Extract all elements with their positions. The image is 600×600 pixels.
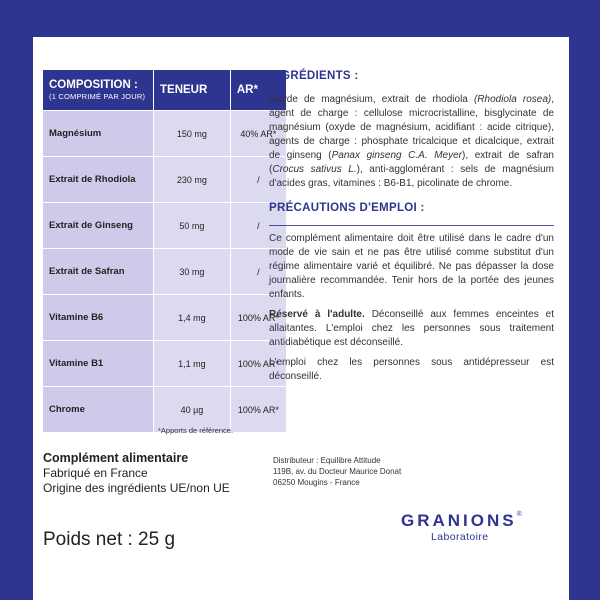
nutrient-amount: 1,1 mg (154, 341, 231, 387)
ingredients-text (269, 93, 554, 191)
net-weight: Poids net : 25 g (43, 529, 176, 550)
composition-header (43, 70, 154, 111)
nutrient-name: Vitamine B1 (43, 341, 154, 387)
distributor-info (273, 455, 401, 488)
ingredients-origin: Origine des ingrédients UE/non UE (43, 481, 230, 495)
granions-logo (401, 511, 522, 543)
precautions-text: Déconseillé aux femmes enceintes et allaitantes. L'emploi chez les personnes sous traitement antidiabétique est déconseillé. (269, 309, 555, 348)
nutrient-amount: 30 mg (154, 249, 231, 295)
ingredients-title: INGRÉDIENTS : (269, 70, 359, 82)
distributor-line: Distributeur : Equilibre Attitude (273, 456, 381, 465)
distributor-line: 06250 Mougins - France (273, 478, 360, 487)
table-row (43, 111, 287, 157)
ingredients-part: , agent de charge : cellulose microcristalline, bisglycinate de magnésium (oxyde de magnésium, acidifiant : acide citrique), agents de charge : phosphate tricalcique et dicalcique, extrait de ginseng ( (269, 94, 554, 161)
made-in: Fabriqué en France (43, 466, 148, 480)
table-row (43, 295, 287, 341)
ingredients-part: ), extrait de safran ( (269, 150, 554, 175)
nutrient-name: Vitamine B6 (43, 295, 154, 341)
precautions-paragraph (269, 308, 554, 350)
nutrient-name: Extrait de Rhodiola (43, 157, 154, 203)
precautions-paragraph: L'emploi chez les personnes sous antidépresseur est déconseillé. (269, 357, 554, 382)
nutrient-ar: 100% AR* (230, 341, 286, 387)
table-row (43, 341, 287, 387)
ingredients-part: Oxyde de magnésium, extrait de rhodiola (269, 94, 474, 105)
teneur-header: TENEUR (154, 70, 231, 111)
nutrient-ar: 40% AR* (230, 111, 286, 157)
registered-mark: ® (516, 511, 522, 518)
nutrient-amount: 40 µg (154, 387, 231, 433)
nutrient-ar: 100% AR* (230, 295, 286, 341)
table-row (43, 157, 287, 203)
right-column (269, 69, 554, 390)
nutrient-name: Magnésium (43, 111, 154, 157)
product-type: Complément alimentaire (43, 451, 189, 465)
nutrient-amount: 50 mg (154, 203, 231, 249)
nutrient-ar: / (230, 249, 286, 295)
label-panel (33, 37, 569, 600)
table-row (43, 249, 287, 295)
nutrient-ar: 100% AR* (230, 387, 286, 433)
nutrient-name: Extrait de Ginseng (43, 203, 154, 249)
nutrient-ar: / (230, 203, 286, 249)
nutrient-name: Extrait de Safran (43, 249, 154, 295)
ingredients-latin-name: Panax ginseng C.A. Meyer (331, 150, 462, 161)
composition-subtitle: (1 COMPRIMÉ PAR JOUR) (49, 92, 146, 101)
nutrient-amount: 150 mg (154, 111, 231, 157)
adult-only-label: Réservé à l'adulte. (269, 309, 365, 320)
precautions-divider (269, 225, 554, 226)
table-row (43, 203, 287, 249)
nutrient-ar: / (230, 157, 286, 203)
ingredients-latin-name: Crocus sativus L. (272, 164, 357, 175)
distributor-line: 119B, av. du Docteur Maurice Donat (273, 467, 402, 476)
table-header-row (43, 70, 287, 111)
nutrient-name: Chrome (43, 387, 154, 433)
brand-name: GRANIONS (401, 511, 517, 530)
nutrient-amount: 230 mg (154, 157, 231, 203)
ingredients-part: ), anti-agglomérant : sels de magnésium d'acides gras, vitamines : B6-B1, picolinate de chrome. (269, 164, 554, 189)
precautions-title: PRÉCAUTIONS D'EMPLOI : (269, 202, 425, 214)
precautions-paragraph: Ce complément alimentaire doit être utilisé dans le cadre d'un mode de vie sain et ne pas être utilisé comme substitut d'un régime alimentaire varié et équilibré. Ne pas dépasser la dose journalière recommandée. Tenir hors de la portée des jeunes enfants. (269, 233, 554, 300)
product-info (43, 451, 230, 496)
nutrient-amount: 1,4 mg (154, 295, 231, 341)
reference-footnote: *Apports de référence. (158, 426, 234, 435)
ar-header: AR* (230, 70, 286, 111)
ingredients-latin-name: (Rhodiola rosea) (473, 94, 552, 105)
brand-subtitle: Laboratoire (431, 531, 489, 543)
composition-table (42, 69, 287, 433)
composition-title: COMPOSITION : (49, 79, 138, 91)
